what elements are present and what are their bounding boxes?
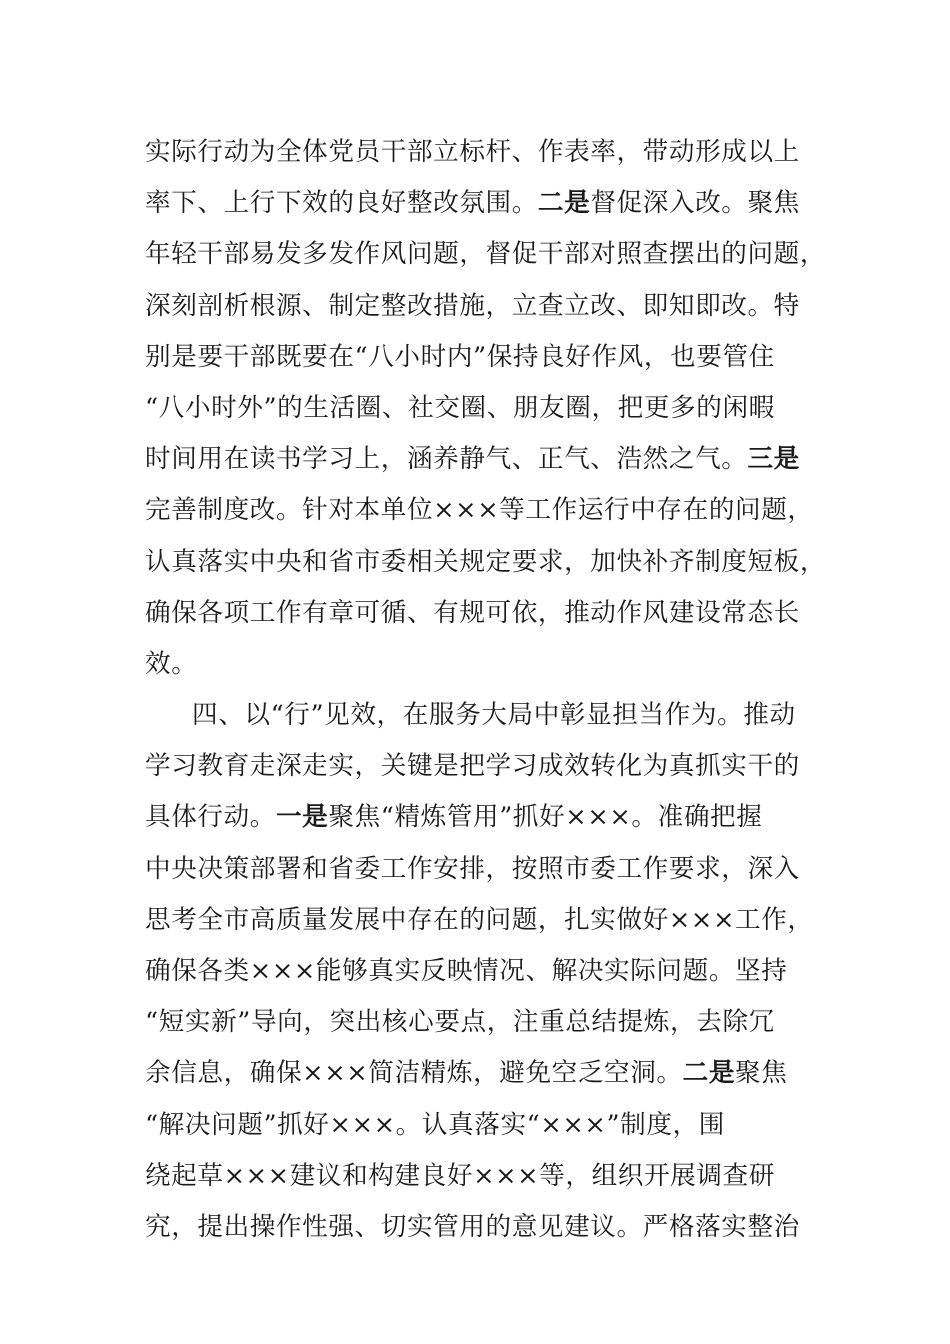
text-line (145, 946, 805, 997)
text-segment: 四、以“行”见效，在服务大局中彰显担当作为。推动 (192, 700, 796, 731)
text-segment: 聚焦 (735, 1058, 788, 1089)
paragraph-1 (145, 127, 827, 690)
text-segment: 确保各项工作有章可循、有规可依，推动作风建设常态长 (145, 597, 800, 628)
text-line (145, 690, 805, 741)
text-segment: 率下、上行下效的良好整改氛围。 (145, 188, 538, 219)
text-line (145, 1048, 805, 1099)
paragraph-2 (145, 690, 814, 1253)
bold-marker: 二是 (682, 1058, 736, 1089)
text-segment: 督促深入改。聚焦 (590, 188, 800, 219)
text-line (145, 588, 805, 639)
text-line (145, 332, 805, 383)
text-line (145, 639, 805, 690)
text-segment: 具体行动。 (145, 802, 276, 833)
text-line (145, 281, 805, 332)
text-segment: 余信息，确保×××简洁精炼，避免空乏空洞。 (145, 1058, 683, 1089)
text-line (145, 485, 814, 536)
text-line (145, 383, 805, 434)
text-line (145, 537, 827, 588)
text-segment: 认真落实中央和省市委相关规定要求，加快补齐制度短板， (145, 546, 827, 577)
text-segment: 聚焦“精炼管用”抓好×××。准确把握 (328, 802, 763, 833)
text-segment: “八小时外”的生活圈、社交圈、朋友圈，把更多的闲暇 (145, 392, 775, 423)
bold-marker: 一是 (275, 802, 329, 833)
text-line (145, 997, 805, 1048)
text-line (145, 1202, 805, 1253)
text-line (145, 895, 814, 946)
text-segment: 别是要干部既要在“八小时内”保持良好作风，也要管住 (145, 341, 775, 372)
text-line (145, 792, 805, 843)
text-segment: 中央决策部署和省委工作安排，按照市委工作要求，深入 (145, 853, 800, 884)
text-segment: 思考全市高质量发展中存在的问题，扎实做好×××工作， (145, 904, 814, 935)
bold-marker: 三是 (747, 444, 800, 475)
text-line (145, 1151, 805, 1202)
body-text (145, 127, 827, 1253)
text-line (145, 741, 805, 792)
text-segment: 究，提出操作性强、切实管用的意见建议。严格落实整治 (145, 1211, 800, 1242)
text-line (145, 178, 805, 229)
text-segment: 效。 (145, 648, 198, 679)
text-segment: “短实新”导向，突出核心要点，注重总结提炼，去除冗 (145, 1007, 775, 1038)
bold-marker: 二是 (537, 188, 591, 219)
text-line (145, 229, 827, 280)
text-segment: 实际行动为全体党员干部立标杆、作表率，带动形成以上 (145, 137, 800, 167)
text-segment: 绕起草×××建议和构建良好×××等，组织开展调查研 (145, 1160, 775, 1191)
text-segment: 时间用在读书学习上，涵养静气、正气、浩然之气。 (145, 444, 748, 475)
text-segment: 完善制度改。针对本单位×××等工作运行中存在的问题， (145, 495, 814, 526)
text-segment: 年轻干部易发多发作风问题，督促干部对照查摆出的问题， (145, 239, 827, 270)
text-line (145, 434, 805, 485)
text-line (145, 127, 805, 178)
text-line (145, 844, 805, 895)
text-segment: 深刻剖析根源、制定整改措施，立查立改、即知即改。特 (145, 290, 800, 321)
text-segment: “解决问题”抓好×××。认真落实“×××”制度，围 (145, 1109, 725, 1140)
text-line (145, 1100, 805, 1151)
text-segment: 学习教育走深走实，关键是把学习成效转化为真抓实干的 (145, 751, 800, 782)
text-segment: 确保各类×××能够真实反映情况、解决实际问题。坚持 (145, 956, 788, 986)
